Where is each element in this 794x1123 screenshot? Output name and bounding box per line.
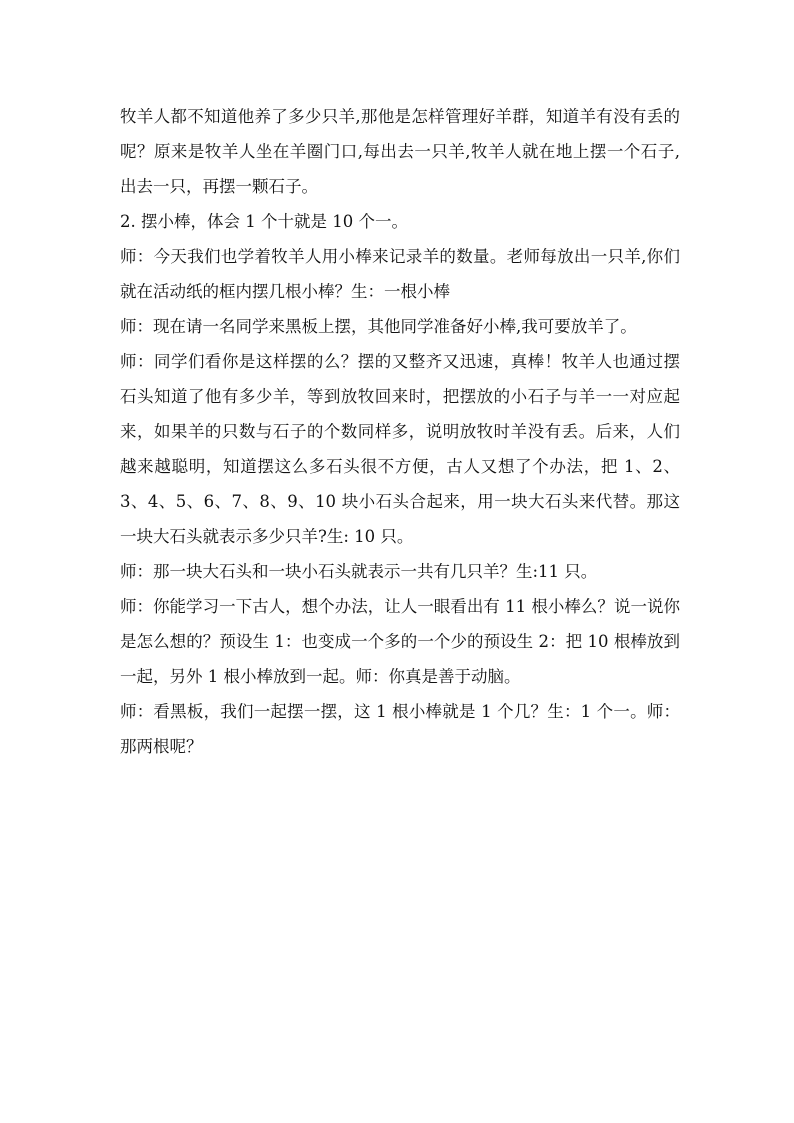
document-body	[120, 99, 680, 764]
paragraph-section-heading: 2. 摆小棒，体会 1 个十就是 10 个一。	[120, 212, 408, 231]
paragraph-shepherd-story: 牧羊人都不知道他养了多少只羊,那他是怎样管理好羊群，知道羊有没有丢的呢？原来是牧羊人坐在羊圈门口,每出去一只羊,牧羊人就在地上摆一个石子,出去一只，再摆一颗石子。	[120, 107, 680, 196]
paragraph-teacher-stones: 师：同学们看你是这样摆的么？摆的又整齐又迅速，真棒！牧羊人也通过摆石头知道了他有多少羊，等到放牧回来时，把摆放的小石子与羊一一对应起来，如果羊的只数与石子的个数同样多，说明放牧时羊没有丢。后来，人们越来越聪明，知道摆这么多石头很不方便，古人又想了个办法，把 1、2、3、4、5、6、7、8、9、10 块小石头合起来，用一块大石头来代替。那这一块大石头就表示多少只羊?生: 10 只。	[120, 352, 680, 546]
paragraph-teacher-eleven-sticks: 师：你能学习一下古人，想个办法，让人一眼看出有 11 根小棒么？说一说你是怎么想的？预设生 1：也变成一个多的一个少的预设生 2：把 10 根棒放到一起，另外 1 根小棒放到一起。师：你真是善于动脑。	[120, 597, 680, 686]
paragraph-teacher-big-small-stone: 师：那一块大石头和一块小石头就表示一共有几只羊？生:11 只。	[120, 562, 598, 581]
paragraph-teacher-record-sheep: 师：今天我们也学着牧羊人用小棒来记录羊的数量。老师每放出一只羊,你们就在活动纸的框内摆几根小棒？生：一根小棒	[120, 247, 680, 301]
paragraph-teacher-blackboard: 师：现在请一名同学来黑板上摆，其他同学准备好小棒,我可要放羊了。	[120, 317, 637, 336]
paragraph-teacher-blackboard-together: 师：看黑板，我们一起摆一摆，这 1 根小棒就是 1 个几？生：1 个一。师：那两根呢？	[120, 702, 680, 756]
